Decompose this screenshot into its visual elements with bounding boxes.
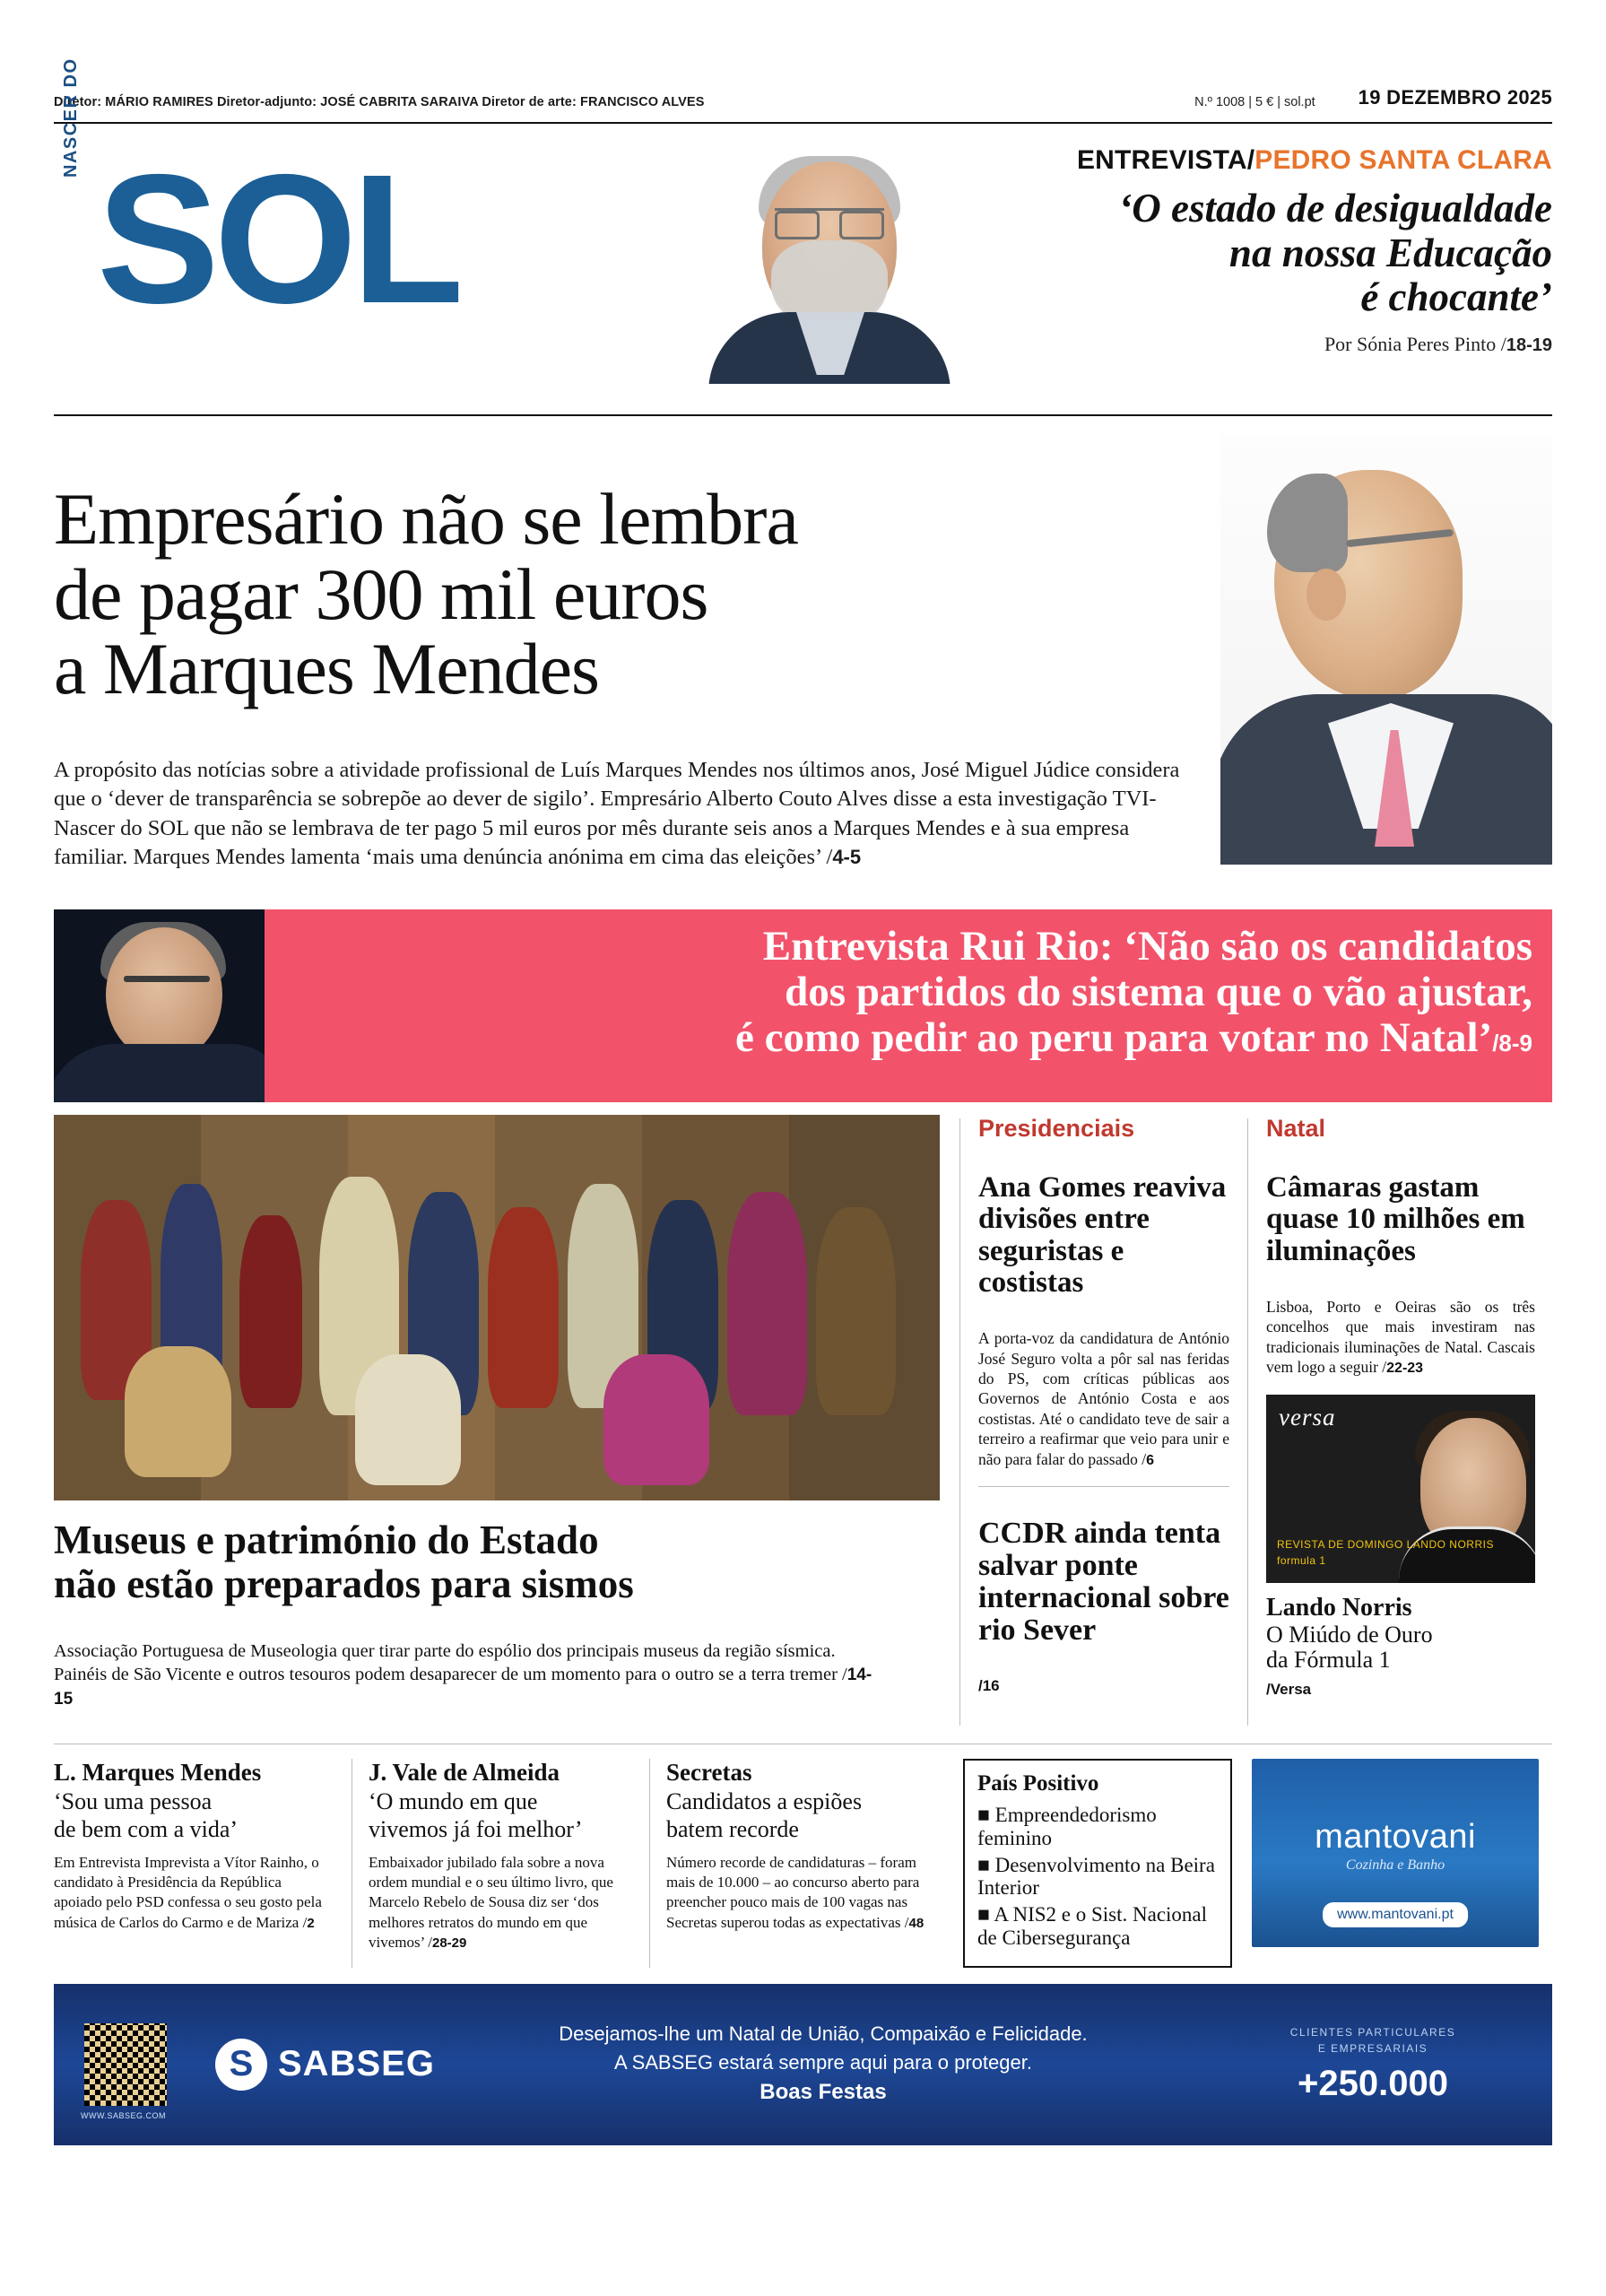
versa-section-ref: /Versa bbox=[1266, 1680, 1312, 1698]
sol-logo: SOL bbox=[97, 136, 459, 342]
teaser-vale-de-almeida[interactable] bbox=[352, 1759, 649, 1968]
museums-pages: 14-15 bbox=[54, 1665, 872, 1709]
rui-rio-photo bbox=[54, 909, 265, 1102]
teaser-body-text: Embaixador jubilado fala sobre a nova ordem mundial e o seu último livro, que Marcelo Rebelo de Sousa diz ser ‘dos melhores retratos do mundo em que vivemos’ / bbox=[369, 1854, 613, 1951]
teaser-quote-line-1: Candidatos a espiões bbox=[666, 1788, 863, 1815]
pais-positivo-item: ■ Empreendedorismo feminino bbox=[977, 1804, 1157, 1849]
banner-line-3: é como pedir ao peru para votar no Natal’ bbox=[735, 1013, 1493, 1061]
teaser-quote-line-2: vivemos já foi melhor’ bbox=[369, 1816, 583, 1843]
teaser-name: Secretas bbox=[666, 1759, 752, 1787]
rio-head bbox=[106, 927, 222, 1062]
rio-glasses-icon bbox=[124, 976, 210, 982]
painting-figure bbox=[603, 1354, 710, 1485]
teaser-marques-mendes[interactable] bbox=[54, 1759, 352, 1968]
bottom-teasers bbox=[54, 1744, 1552, 1968]
mantovani-tagline: Cozinha e Banho bbox=[1345, 1857, 1445, 1874]
lead-story-photo bbox=[1220, 434, 1552, 865]
teaser-body bbox=[666, 1853, 929, 1932]
sabseg-advert[interactable] bbox=[54, 1984, 1552, 2145]
sabseg-clients-count: +250.000 bbox=[1298, 2064, 1448, 2104]
qr-code-icon[interactable] bbox=[84, 2023, 167, 2106]
teaser-quote-line-1: ‘Sou uma pessoa bbox=[54, 1788, 213, 1815]
lead-standfirst bbox=[54, 756, 1184, 873]
museums-body-text: Associação Portuguesa de Museologia quer tirar parte do espólio dos principais museus da região sísmica. Painéis de São Vicente e outros tesouros podem desaparecer de um momento para o outro se a terra tremer / bbox=[54, 1640, 847, 1685]
museums-headline bbox=[54, 1518, 940, 1605]
lead-story[interactable] bbox=[54, 416, 1552, 899]
natal-body-text: Lisboa, Porto e Oeiras são os três concelhos que mais investiram nas tradicionais iluminações de Natal. Cascais vem logo a seguir / bbox=[1266, 1297, 1535, 1377]
teaser-quote-line-2: de bem com a vida’ bbox=[54, 1816, 239, 1843]
versa-cover-text: REVISTA DE DOMINGO LANDO NORRIS formula 1 bbox=[1277, 1537, 1494, 1567]
sabseg-clients-label-1: CLIENTES PARTICULARES bbox=[1289, 2026, 1456, 2039]
masthead-topbar bbox=[54, 0, 1552, 109]
sabseg-message-line-2: A SABSEG estará sempre aqui para o proteger. bbox=[614, 2051, 1032, 2074]
lead-headline bbox=[54, 477, 1220, 710]
pais-positivo-title: País Positivo bbox=[977, 1771, 1099, 1796]
teaser-secretas[interactable] bbox=[649, 1759, 947, 1968]
presidenciais-body bbox=[978, 1328, 1229, 1470]
painting-figure bbox=[816, 1207, 896, 1415]
versa-magazine-cover[interactable] bbox=[1266, 1395, 1535, 1583]
edition-date: 19 DEZEMBRO 2025 bbox=[1358, 86, 1552, 109]
mantovani-advert[interactable] bbox=[1252, 1759, 1539, 1947]
pais-positivo-item-label: Empreendedorismo feminino bbox=[977, 1804, 1157, 1849]
lead-portrait-ear bbox=[1307, 569, 1346, 621]
banner-line-3-wrap bbox=[282, 1015, 1532, 1061]
banner-pages: /8-9 bbox=[1492, 1029, 1532, 1057]
staff-credits: Diretor: MÁRIO RAMIRES Diretor-adjunto: JOSÉ CABRITA SARAIVA Diretor de arte: FRANCISCO ALVES bbox=[54, 95, 705, 109]
painting-figure bbox=[727, 1192, 807, 1415]
interview-byline: Por Sónia Peres Pinto / bbox=[1324, 332, 1506, 355]
sabseg-logo bbox=[215, 2039, 435, 2091]
section-divider bbox=[978, 1486, 1229, 1487]
teaser-pages: 2 bbox=[307, 1915, 315, 1931]
natal-column[interactable] bbox=[1248, 1115, 1535, 1729]
mantovani-url[interactable]: www.mantovani.pt bbox=[1323, 1902, 1468, 1927]
banner-line-2: dos partidos do sistema que o vão ajustar, bbox=[785, 968, 1532, 1015]
sabseg-clients-block bbox=[1211, 2024, 1552, 2104]
museums-story[interactable] bbox=[54, 1115, 959, 1729]
interview-portrait-photo bbox=[681, 144, 968, 384]
pais-positivo-item-label: Desenvolvimento na Beira Interior bbox=[977, 1853, 1215, 1900]
lead-body-text: A propósito das notícias sobre a atividade profissional de Luís Marques Mendes nos últimos anos, José Miguel Júdice considera que o ‘dever de transparência se sobrepõe ao dever de sigilo’. Empresário Alberto Couto Alves disse a esta investigação TVI-Nascer do SOL que não se lembrava de ter pago 5 mil euros por mês durante seis anos a Marques Mendes e à sua empresa familiar. Marques Mendes lamenta ‘mais uma denúncia anónima em cima das eleições’ / bbox=[54, 757, 1180, 870]
presidenciais-pages: 6 bbox=[1146, 1452, 1154, 1468]
issue-info: N.º 1008 | 5 € | sol.pt bbox=[1194, 95, 1315, 109]
pais-positivo-item-label: A NIS2 e o Sist. Nacional de Cibersegurança bbox=[977, 1903, 1208, 1949]
painting-figure bbox=[239, 1215, 301, 1408]
teaser-body bbox=[54, 1853, 334, 1932]
sabseg-clients-label-2: E EMPRESARIAIS bbox=[1317, 2042, 1428, 2056]
rio-suit bbox=[54, 1044, 265, 1102]
teaser-name: J. Vale de Almeida bbox=[369, 1759, 560, 1787]
mantovani-brand: mantovani bbox=[1315, 1818, 1476, 1857]
versa-desc-line-2: da Fórmula 1 bbox=[1266, 1647, 1391, 1674]
museums-headline-line-2: não estão preparados para sismos bbox=[54, 1561, 634, 1606]
versa-desc-line-1: O Miúdo de Ouro bbox=[1266, 1621, 1433, 1648]
masthead-vertical-label: NASCER DO bbox=[61, 57, 81, 178]
qr-code-label: WWW.SABSEG.COM bbox=[81, 2110, 167, 2120]
natal-body bbox=[1266, 1297, 1535, 1378]
interview-quote-line-1: ‘O estado de desigualdade bbox=[1118, 186, 1552, 230]
interview-quote-line-2: na nossa Educação bbox=[1228, 230, 1552, 275]
natal-headline: Câmaras gastam quase 10 milhões em iluminações bbox=[1266, 1171, 1525, 1267]
versa-logo: versa bbox=[1279, 1403, 1336, 1431]
interview-quote-line-3: é chocante’ bbox=[1360, 274, 1552, 319]
teaser-quote-line-1: ‘O mundo em que bbox=[369, 1788, 538, 1815]
teaser-body-text: Número recorde de candidaturas – foram mais de 10.000 – ao concurso aberto para preencher pouco mais de 100 vagas nas Secretas superou todas as expectativas / bbox=[666, 1854, 920, 1931]
versa-caption bbox=[1266, 1594, 1535, 1699]
lead-headline-line-2: de pagar 300 mil euros bbox=[54, 552, 708, 635]
sabseg-message-line-1: Desejamos-lhe um Natal de União, Compaixão e Felicidade. bbox=[559, 2022, 1088, 2046]
pais-positivo-item: ■ A NIS2 e o Sist. Nacional de Cibersegurança bbox=[977, 1903, 1208, 1949]
presidenciais-kicker: Presidenciais bbox=[978, 1115, 1135, 1142]
presidenciais-headline: Ana Gomes reaviva divisões entre seguristas e costistas bbox=[978, 1171, 1227, 1299]
presidenciais-column[interactable] bbox=[960, 1115, 1247, 1729]
painting-photo bbox=[54, 1115, 940, 1500]
teaser-name: L. Marques Mendes bbox=[54, 1759, 262, 1787]
teaser-pages: 48 bbox=[908, 1915, 925, 1931]
versa-subject-name: Lando Norris bbox=[1266, 1593, 1412, 1622]
museums-headline-line-1: Museus e património do Estado bbox=[54, 1518, 599, 1562]
sabseg-message bbox=[435, 2020, 1211, 2109]
mid-section bbox=[54, 1115, 1552, 1729]
teaser-body-text: Em Entrevista Imprevista a Vítor Rainho, o candidato à Presidência da República apoiado pelo PSD confessa o seu gosto pela música de Carlos do Carmo e de Mariza / bbox=[54, 1854, 322, 1931]
sabseg-message-line-3: Boas Festas bbox=[760, 2080, 887, 2105]
teaser-body bbox=[369, 1853, 631, 1952]
ccdr-headline: CCDR ainda tenta salvar ponte internacional sobre rio Sever bbox=[978, 1516, 1229, 1647]
lead-headline-line-3: a Marques Mendes bbox=[54, 628, 599, 710]
top-interview-teaser[interactable] bbox=[978, 145, 1552, 356]
interview-quote bbox=[978, 187, 1552, 320]
interview-label-name: PEDRO SANTA CLARA bbox=[1254, 145, 1552, 175]
lead-headline-line-1: Empresário não se lembra bbox=[54, 477, 798, 560]
pais-positivo-box[interactable] bbox=[963, 1759, 1232, 1968]
interview-label-prefix: ENTREVISTA/ bbox=[1076, 145, 1255, 175]
banner-line-1: Entrevista Rui Rio: ‘Não são os candidatos bbox=[762, 923, 1532, 970]
ccdr-pages: /16 bbox=[978, 1676, 1000, 1694]
rui-rio-banner[interactable] bbox=[54, 909, 1552, 1102]
painting-figure bbox=[488, 1207, 559, 1408]
teaser-quote-line-2: batem recorde bbox=[666, 1816, 799, 1843]
lead-pages: 4-5 bbox=[832, 846, 862, 869]
interview-pages: 18-19 bbox=[1506, 335, 1552, 355]
painting-figure bbox=[125, 1346, 231, 1477]
rui-rio-headline bbox=[265, 909, 1552, 1102]
teaser-pages: 28-29 bbox=[431, 1935, 467, 1951]
pais-positivo-item: ■ Desenvolvimento na Beira Interior bbox=[977, 1853, 1215, 1900]
presidenciais-body-text: A porta-voz da candidatura de António José Seguro volta a pôr sal nas feridas do PS, com críticas públicas aos Governos de António Costa e aos costistas. Até o candidato teve de sair a terreiro a reafirmar que veio para unir e não para falar do passado / bbox=[978, 1329, 1229, 1468]
natal-kicker: Natal bbox=[1266, 1115, 1326, 1142]
painting-figure bbox=[355, 1354, 462, 1485]
interview-label bbox=[978, 145, 1552, 176]
natal-pages: 22-23 bbox=[1386, 1361, 1424, 1377]
interview-credit bbox=[978, 333, 1552, 356]
sabseg-brand: SABSEG bbox=[278, 2044, 435, 2084]
sabseg-mark-icon bbox=[215, 2039, 267, 2091]
museums-standfirst bbox=[54, 1639, 888, 1711]
glasses-icon bbox=[775, 208, 884, 234]
